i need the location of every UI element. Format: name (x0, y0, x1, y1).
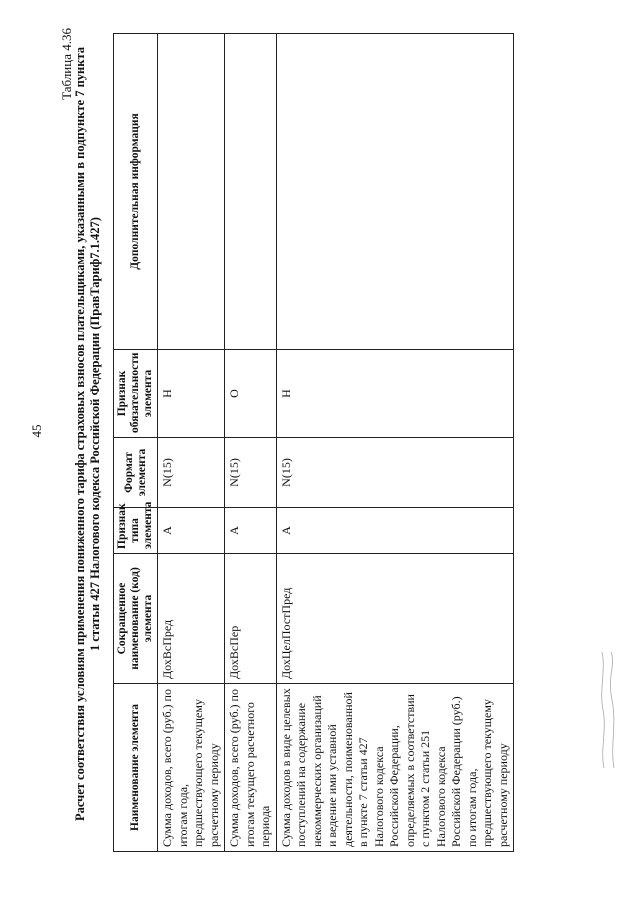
row-code: ДохВсПред (158, 554, 225, 684)
header-row (114, 34, 158, 852)
rotated-page-content (53, 24, 583, 864)
row-type: А (225, 508, 277, 554)
table-row (225, 34, 277, 852)
row-code: ДохВсПер (225, 554, 277, 684)
table-label: Таблица 4.36 (59, 28, 74, 100)
table-row (276, 34, 514, 852)
row-name: Сумма доходов, всего (руб.) по итогам текущего расчетного периода (225, 684, 277, 852)
row-format: N(15) (276, 438, 514, 508)
row-code: ДохЦелПостПред (276, 554, 514, 684)
row-type: А (276, 508, 514, 554)
row-name: Сумма доходов, всего (руб.) по итогам года, предшествующего текущему расчетному периоду (158, 684, 225, 852)
row-required: О (225, 350, 277, 438)
row-format: N(15) (225, 438, 277, 508)
row-info (158, 34, 225, 350)
header-code: Сокращенное наименование (код) элемента (114, 554, 158, 684)
page-number: 45 (29, 424, 44, 438)
row-info (276, 34, 514, 350)
row-required: Н (276, 350, 514, 438)
row-format: N(15) (158, 438, 225, 508)
row-type: А (158, 508, 225, 554)
signature-stamp-image (598, 650, 622, 770)
header-required: Признак обязательности элемента (114, 350, 158, 438)
table-title: Расчет соответствия условиям применения пониженного тарифа страховых взносов плательщиками, указанными в подпункте 7 пункта 1 статьи 427 Налогового кодекса Российской Федерации (ПравТариф7.1.427) (73, 47, 102, 821)
header-name: Наименование элемента (114, 684, 158, 852)
header-type: Признак типа элемента (114, 508, 158, 554)
row-name: Сумма доходов в виде целевых поступлений на содержание некоммерческих организаций и ведение ими уставной деятельности, поименованной в пункте 7 статьи 427 Налогового кодекса Российской Федерации, определяемых в соответствии с пунктом 2 статьи 251 Налогового кодекса Российской Федерации (руб.) по итогам года, предшествующего текущему расчетному периоду (276, 684, 514, 852)
stamp-scribble (598, 650, 622, 770)
table-row (158, 34, 225, 852)
header-format: Формат элемента (114, 438, 158, 508)
header-info: Дополнительная информация (114, 34, 158, 350)
row-required: Н (158, 350, 225, 438)
row-info (225, 34, 277, 350)
spec-table (113, 33, 514, 852)
